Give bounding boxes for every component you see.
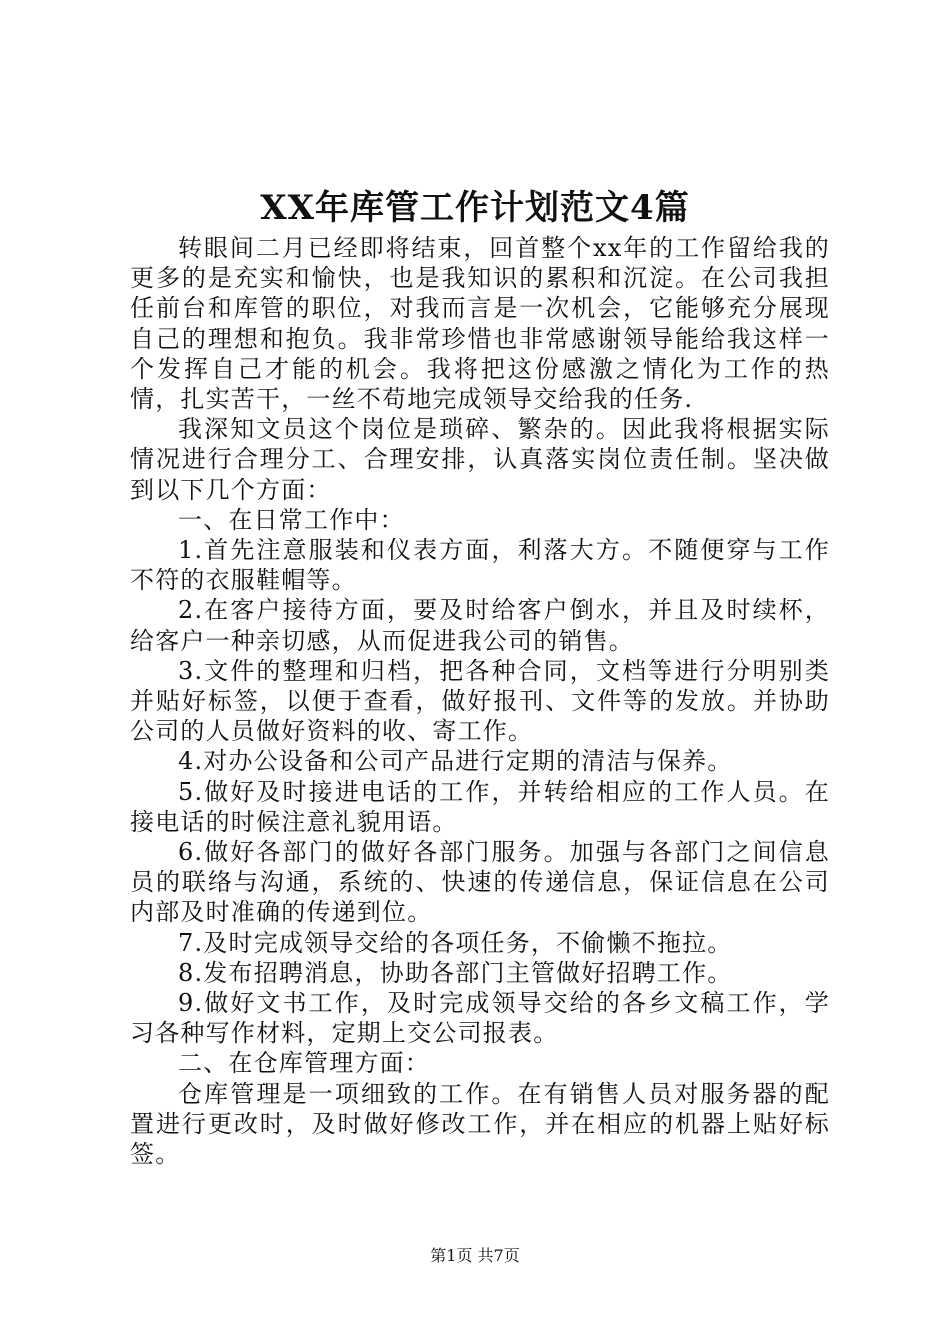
section-heading-daily-work: 一、在日常工作中： [178,505,405,534]
list-item-2: 2.在客户接待方面，要及时给客户倒水，并且及时续杯，给客户一种亲切感，从而促进我公司的销售。 [130,596,830,655]
page-footer: 第1页 共7页 [430,1246,520,1265]
section-heading-warehouse: 二、在仓库管理方面： [178,1049,430,1078]
paragraph-clerk-role: 我深知文员这个岗位是琐碎、繁杂的。因此我将根据实际情况进行合理分工、合理安排，认真落实岗位责任制。坚决做到以下几个方面： [130,415,830,504]
document-body [130,233,830,1169]
list-item-1: 1.首先注意服装和仪表方面，利落大方。不随便穿与工作不符的衣服鞋帽等。 [130,536,830,595]
paragraph-warehouse: 仓库管理是一项细致的工作。在有销售人员对服务器的配置进行更改时，及时做好修改工作，并在相应的机器上贴好标签。 [130,1079,830,1169]
list-item-8: 8.发布招聘消息，协助各部门主管做好招聘工作。 [178,958,733,987]
list-item-9: 9.做好文书工作，及时完成领导交给的各乡文稿工作，学习各种写作材料，定期上交公司报表。 [130,989,830,1048]
paragraph-intro: 转眼间二月已经即将结束，回首整个xx年的工作留给我的更多的是充实和愉快，也是我知识的累积和沉淀。在公司我担任前台和库管的职位，对我而言是一次机会，它能够充分展现自己的理想和抱负。我非常珍惜也非常感谢领导能给我这样一个发挥自己才能的机会。我将把这份感激之情化为工作的热情，扎实苦干，一丝不苟地完成领导交给我的任务. [130,234,830,414]
list-item-5: 5.做好及时接进电话的工作，并转给相应的工作人员。在接电话的时候注意礼貌用语。 [130,777,830,836]
list-item-7: 7.及时完成领导交给的各项任务，不偷懒不拖拉。 [178,928,733,957]
list-item-6: 6.做好各部门的做好各部门服务。加强与各部门之间信息员的联络与沟通，系统的、快速的传递信息，保证信息在公司内部及时准确的传递到位。 [130,838,830,927]
document-title: XX年库管工作计划范文4篇 [260,188,690,228]
list-item-3: 3.文件的整理和归档，把各种合同，文档等进行分明别类并贴好标签，以便于查看，做好报刊、文件等的发放。并协助公司的人员做好资料的收、寄工作。 [130,656,830,746]
list-item-4: 4.对办公设备和公司产品进行定期的清洁与保养。 [178,747,733,776]
